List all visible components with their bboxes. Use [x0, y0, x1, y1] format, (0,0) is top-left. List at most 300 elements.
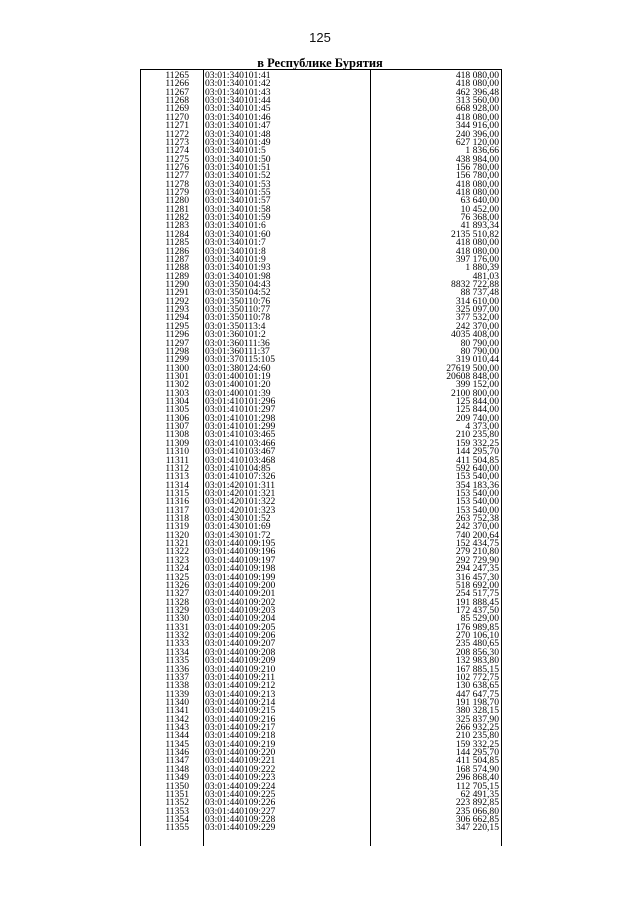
- cadastral-number: 03:01:410101:296: [205, 396, 276, 408]
- cadastral-value: 270 106,10: [455, 630, 499, 642]
- cadastral-value: 254 517,75: [455, 588, 499, 600]
- table-row: [140, 479, 502, 491]
- table-row: [140, 178, 502, 190]
- cadastral-value: 153 540,00: [455, 471, 499, 483]
- cadastral-number: 03:01:440109:215: [205, 705, 276, 717]
- row-number: 11301: [165, 370, 189, 382]
- cadastral-number: 03:01:440109:219: [205, 738, 276, 750]
- cadastral-number: 03:01:440109:208: [205, 646, 276, 658]
- table-row: [140, 320, 502, 332]
- row-number: 11268: [165, 95, 189, 107]
- table-row: [140, 406, 502, 414]
- table-row: [140, 596, 502, 608]
- row-number: 11324: [165, 563, 189, 575]
- cadastral-number: 03:01:440109:224: [205, 780, 276, 792]
- cadastral-number: 03:01:340101:53: [205, 178, 271, 190]
- row-number: 11323: [165, 554, 189, 566]
- cadastral-number: 03:01:340101:47: [205, 120, 271, 132]
- table-row: [140, 97, 502, 105]
- table-row: [140, 72, 502, 80]
- table-row: [140, 657, 502, 665]
- cadastral-number: 03:01:440109:205: [205, 621, 276, 633]
- row-number: 11339: [165, 688, 189, 700]
- cadastral-value: 344 916,00: [455, 120, 499, 132]
- cadastral-value: 296 868,40: [455, 772, 499, 784]
- cadastral-value: 411 504,85: [456, 454, 499, 466]
- row-number: 11299: [165, 354, 189, 366]
- cadastral-value: 80 790,00: [460, 337, 499, 349]
- table-row: [140, 245, 502, 257]
- row-number: 11321: [165, 538, 189, 550]
- table-row: [140, 523, 502, 531]
- row-number: 11318: [165, 513, 189, 525]
- row-number: 11276: [165, 161, 189, 173]
- cadastral-number: 03:01:370115:105: [205, 354, 275, 366]
- row-number: 11316: [165, 496, 189, 508]
- row-number: 11273: [165, 136, 189, 148]
- cadastral-number: 03:01:340101:9: [205, 253, 266, 265]
- row-number: 11287: [165, 253, 189, 265]
- cadastral-value: 20608 848,00: [446, 370, 499, 382]
- cadastral-number: 03:01:350104:52: [205, 287, 271, 299]
- cadastral-value: 80 790,00: [460, 345, 499, 357]
- row-number: 11345: [165, 738, 189, 750]
- cadastral-number: 03:01:440109:196: [205, 546, 276, 558]
- cadastral-value: 223 892,85: [455, 797, 499, 809]
- table-row: [140, 454, 502, 466]
- row-number: 11336: [165, 663, 189, 675]
- table-row: [140, 724, 502, 732]
- table-row: [140, 504, 502, 516]
- cadastral-number: 03:01:410103:468: [205, 454, 276, 466]
- registry-table: [140, 69, 502, 846]
- cadastral-number: 03:01:440109:201: [205, 588, 276, 600]
- table-row: [140, 253, 502, 265]
- table-row: [140, 548, 502, 556]
- cadastral-value: 209 740,00: [455, 412, 499, 424]
- row-number: 11311: [165, 454, 189, 466]
- cadastral-value: 397 176,00: [455, 253, 499, 265]
- cadastral-value: 314 610,00: [455, 295, 499, 307]
- cadastral-number: 03:01:440109:200: [205, 579, 276, 591]
- table-row: [140, 615, 502, 623]
- table-row: [140, 153, 502, 165]
- table-row: [140, 147, 502, 155]
- cadastral-number: 03:01:440109:227: [205, 805, 276, 817]
- cadastral-number: 03:01:440109:199: [205, 571, 276, 583]
- cadastral-value: 125 844,00: [455, 396, 499, 408]
- cadastral-number: 03:01:420101:323: [205, 504, 276, 516]
- row-number: 11322: [165, 546, 189, 558]
- row-number: 11265: [165, 70, 189, 81]
- table-row: [140, 663, 502, 675]
- row-number: 11271: [165, 120, 189, 132]
- table-row: [140, 579, 502, 591]
- cadastral-number: 03:01:340101:50: [205, 153, 271, 165]
- table-row: [140, 515, 502, 523]
- cadastral-value: 168 574,90: [455, 763, 499, 775]
- table-row: [140, 331, 502, 339]
- table-row: [140, 671, 502, 683]
- row-number: 11292: [165, 295, 189, 307]
- cadastral-value: 208 856,30: [455, 646, 499, 658]
- row-number: 11289: [165, 270, 189, 282]
- table-row: [140, 738, 502, 750]
- table-row: [140, 707, 502, 715]
- cadastral-number: 03:01:430101:72: [205, 529, 271, 541]
- row-number: 11307: [165, 421, 189, 433]
- table-row: [140, 713, 502, 725]
- table-row: [140, 197, 502, 205]
- cadastral-value: 144 295,70: [455, 747, 499, 759]
- cadastral-number: 03:01:430101:69: [205, 521, 271, 533]
- cadastral-value: 167 885,15: [455, 663, 499, 675]
- table-row: [140, 295, 502, 307]
- table-row: [140, 763, 502, 775]
- row-number: 11327: [165, 588, 189, 600]
- table-row: [140, 431, 502, 439]
- cadastral-number: 03:01:440109:228: [205, 813, 276, 825]
- cadastral-number: 03:01:350110:77: [205, 304, 271, 316]
- cadastral-value: 447 647,75: [455, 688, 499, 700]
- cadastral-value: 125 844,00: [455, 404, 499, 416]
- row-number: 11308: [165, 429, 189, 441]
- row-number: 11305: [165, 404, 189, 416]
- row-number: 11279: [165, 187, 189, 199]
- table-row: [140, 732, 502, 740]
- cadastral-value: 292 729,90: [455, 554, 499, 566]
- row-number: 11338: [165, 680, 189, 692]
- table-row: [140, 270, 502, 282]
- table-row: [140, 222, 502, 230]
- cadastral-value: 592 640,00: [455, 462, 499, 474]
- row-number: 11294: [165, 312, 189, 324]
- cadastral-number: 03:01:410101:298: [205, 412, 276, 424]
- cadastral-value: 1 880,39: [465, 262, 499, 274]
- table-row: [140, 448, 502, 456]
- cadastral-number: 03:01:440109:229: [205, 822, 276, 834]
- row-number: 11350: [165, 780, 189, 792]
- cadastral-value: 41 893,34: [460, 220, 499, 232]
- table-row: [140, 105, 502, 113]
- row-number: 11346: [165, 747, 189, 759]
- cadastral-value: 313 560,00: [455, 95, 499, 107]
- cadastral-value: 156 780,00: [455, 170, 499, 182]
- cadastral-value: 235 066,80: [455, 805, 499, 817]
- cadastral-value: 2135 510,82: [451, 228, 499, 240]
- cadastral-number: 03:01:440109:198: [205, 563, 276, 575]
- row-number: 11296: [165, 329, 189, 341]
- row-number: 11267: [165, 86, 189, 98]
- table-row: [140, 337, 502, 349]
- table-row: [140, 646, 502, 658]
- table-row: [140, 640, 502, 648]
- row-number: 11304: [165, 396, 189, 408]
- table-row: [140, 128, 502, 140]
- row-number: 11315: [165, 487, 189, 499]
- cadastral-number: 03:01:440109:223: [205, 772, 276, 784]
- row-number: 11335: [165, 655, 189, 667]
- cadastral-number: 03:01:440109:221: [205, 755, 276, 767]
- cadastral-number: 03:01:340101:43: [205, 86, 271, 98]
- table-row: [140, 607, 502, 615]
- cadastral-value: 4 373,00: [465, 421, 499, 433]
- cadastral-number: 03:01:440109:225: [205, 788, 276, 800]
- table-row: [140, 189, 502, 197]
- table-row: [140, 774, 502, 782]
- cadastral-number: 03:01:440109:204: [205, 613, 276, 625]
- row-number: 11314: [165, 479, 189, 491]
- cadastral-number: 03:01:340101:98: [205, 270, 271, 282]
- cadastral-value: 294 247,35: [455, 563, 499, 575]
- cadastral-number: 03:01:440109:213: [205, 688, 276, 700]
- row-number: 11295: [165, 320, 189, 332]
- cadastral-number: 03:01:410107:326: [205, 471, 276, 483]
- cadastral-value: 88 737,48: [460, 287, 499, 299]
- cadastral-value: 518 692,00: [455, 579, 499, 591]
- cadastral-number: 03:01:340101:8: [205, 245, 266, 257]
- cadastral-value: 266 932,25: [455, 722, 499, 734]
- cadastral-number: 03:01:430101:52: [205, 513, 271, 525]
- row-number: 11283: [165, 220, 189, 232]
- page-number: 125: [309, 30, 331, 45]
- cadastral-value: 112 705,15: [456, 780, 499, 792]
- cadastral-value: 438 984,00: [455, 153, 499, 165]
- table-row: [140, 122, 502, 130]
- cadastral-value: 418 080,00: [455, 78, 499, 90]
- cadastral-number: 03:01:440109:197: [205, 554, 276, 566]
- cadastral-number: 03:01:340101:93: [205, 262, 271, 274]
- row-number: 11326: [165, 579, 189, 591]
- row-number: 11353: [165, 805, 189, 817]
- table-row: [140, 161, 502, 173]
- table-row: [140, 688, 502, 700]
- row-number: 11334: [165, 646, 189, 658]
- cadastral-value: 740 200,64: [455, 529, 499, 541]
- cadastral-number: 03:01:340101:60: [205, 228, 271, 240]
- cadastral-value: 462 396,48: [455, 86, 499, 98]
- cadastral-number: 03:01:340101:46: [205, 111, 271, 123]
- cadastral-value: 418 080,00: [455, 245, 499, 257]
- cadastral-number: 03:01:440109:209: [205, 655, 276, 667]
- row-number: 11290: [165, 278, 189, 290]
- table-row: [140, 529, 502, 541]
- row-number: 11281: [165, 203, 189, 215]
- table-row: [140, 487, 502, 499]
- cadastral-number: 03:01:360111:37: [205, 345, 270, 357]
- cadastral-number: 03:01:360111:36: [205, 337, 270, 349]
- cadastral-value: 316 457,30: [455, 571, 499, 583]
- table-row: [140, 554, 502, 566]
- table-row: [140, 306, 502, 314]
- cadastral-number: 03:01:340101:52: [205, 170, 271, 182]
- cadastral-number: 03:01:340101:51: [205, 161, 271, 173]
- table-row: [140, 172, 502, 180]
- table-row: [140, 412, 502, 424]
- cadastral-number: 03:01:380124:60: [205, 362, 271, 374]
- table-row: [140, 264, 502, 272]
- cadastral-number: 03:01:340101:48: [205, 128, 271, 140]
- cadastral-number: 03:01:360101:2: [205, 329, 266, 341]
- table-row: [140, 214, 502, 222]
- row-number: 11349: [165, 772, 189, 784]
- table-row: [140, 80, 502, 88]
- cadastral-number: 03:01:410101:297: [205, 404, 276, 416]
- cadastral-value: 176 989,85: [455, 621, 499, 633]
- row-number: 11319: [165, 521, 189, 533]
- row-number: 11333: [165, 638, 189, 650]
- row-number: 11312: [165, 462, 189, 474]
- table-row: [140, 788, 502, 800]
- cadastral-value: 418 080,00: [455, 187, 499, 199]
- cadastral-value: 172 437,50: [455, 605, 499, 616]
- row-number: 11293: [165, 304, 189, 316]
- cadastral-number: 03:01:440109:217: [205, 722, 276, 734]
- cadastral-value: 132 983,80: [455, 655, 499, 667]
- row-number: 11278: [165, 178, 189, 190]
- table-row: [140, 799, 502, 807]
- cadastral-number: 03:01:410103:465: [205, 429, 276, 441]
- cadastral-number: 03:01:340101:42: [205, 78, 271, 90]
- cadastral-number: 03:01:440109:226: [205, 797, 276, 809]
- cadastral-number: 03:01:420101:322: [205, 496, 276, 508]
- table-row: [140, 314, 502, 322]
- cadastral-number: 03:01:340101:59: [205, 212, 271, 224]
- row-number: 11309: [165, 437, 189, 449]
- row-number: 11302: [165, 379, 189, 391]
- row-number: 11277: [165, 170, 189, 182]
- cadastral-value: 347 220,15: [455, 822, 499, 834]
- cadastral-value: 191 198,70: [455, 696, 499, 708]
- cadastral-value: 325 837,90: [455, 713, 499, 725]
- cadastral-value: 153 540,00: [455, 487, 499, 499]
- row-number: 11269: [165, 103, 189, 115]
- cadastral-number: 03:01:440109:207: [205, 638, 276, 650]
- row-number: 11348: [165, 763, 189, 775]
- cadastral-number: 03:01:340101:57: [205, 195, 271, 207]
- row-number: 11347: [165, 755, 189, 767]
- row-number: 11337: [165, 671, 189, 683]
- row-number: 11332: [165, 630, 189, 642]
- table-body: [140, 72, 502, 833]
- row-number: 11351: [165, 788, 189, 800]
- row-number: 11331: [165, 621, 189, 633]
- cadastral-value: 380 328,15: [455, 705, 499, 717]
- table-row: [140, 780, 502, 792]
- row-number: 11317: [165, 504, 189, 516]
- row-number: 11325: [165, 571, 189, 583]
- cadastral-number: 03:01:340101:7: [205, 237, 266, 249]
- table-row: [140, 571, 502, 583]
- cadastral-value: 668 928,00: [455, 103, 499, 115]
- cadastral-number: 03:01:440109:218: [205, 730, 276, 742]
- row-number: 11286: [165, 245, 189, 257]
- row-number: 11313: [165, 471, 189, 483]
- table-row: [140, 632, 502, 640]
- cadastral-number: 03:01:440109:211: [205, 671, 275, 683]
- table-row: [140, 498, 502, 506]
- row-number: 11272: [165, 128, 189, 140]
- table-row: [140, 540, 502, 548]
- cadastral-number: 03:01:440109:203: [205, 605, 276, 616]
- row-number: 11291: [165, 287, 189, 299]
- cadastral-number: 03:01:340101:49: [205, 136, 271, 148]
- row-number: 11341: [165, 705, 189, 717]
- cadastral-value: 8832 722,88: [451, 278, 499, 290]
- cadastral-number: 03:01:440109:214: [205, 696, 276, 708]
- cadastral-value: 153 540,00: [455, 504, 499, 516]
- cadastral-number: 03:01:440109:195: [205, 538, 276, 550]
- cadastral-number: 03:01:410103:467: [205, 446, 276, 458]
- table-row: [140, 824, 502, 832]
- cadastral-value: 354 183,36: [455, 479, 499, 491]
- cadastral-value: 10 452,00: [460, 203, 499, 215]
- row-number: 11340: [165, 696, 189, 708]
- cadastral-number: 03:01:440109:216: [205, 713, 276, 725]
- table-row: [140, 239, 502, 247]
- cadastral-number: 03:01:340101:45: [205, 103, 271, 115]
- cadastral-value: 210 235,80: [455, 429, 499, 441]
- row-number: 11266: [165, 78, 189, 90]
- cadastral-value: 63 640,00: [460, 195, 499, 207]
- cadastral-value: 144 295,70: [455, 446, 499, 458]
- table-row: [140, 682, 502, 690]
- cadastral-value: 418 080,00: [455, 111, 499, 123]
- cadastral-number: 03:01:350110:76: [205, 295, 271, 307]
- cadastral-number: 03:01:440109:222: [205, 763, 276, 775]
- cadastral-value: 235 480,65: [455, 638, 499, 650]
- row-number: 11288: [165, 262, 189, 274]
- cadastral-value: 102 772,75: [455, 671, 499, 683]
- table-row: [140, 423, 502, 431]
- table-row: [140, 345, 502, 357]
- cadastral-number: 03:01:350104:43: [205, 278, 271, 290]
- cadastral-value: 210 235,80: [455, 730, 499, 742]
- cadastral-number: 03:01:440109:210: [205, 663, 276, 675]
- row-number: 11328: [165, 596, 189, 608]
- cadastral-number: 03:01:410101:299: [205, 421, 276, 433]
- table-row: [140, 278, 502, 290]
- cadastral-value: 153 540,00: [455, 496, 499, 508]
- row-number: 11354: [165, 813, 189, 825]
- row-number: 11284: [165, 228, 189, 240]
- cadastral-number: 03:01:410104:85: [205, 462, 271, 474]
- cadastral-value: 399 152,00: [455, 379, 499, 391]
- table-row: [140, 473, 502, 481]
- cadastral-value: 481,03: [472, 270, 499, 282]
- cadastral-number: 03:01:340101:55: [205, 187, 271, 199]
- cadastral-value: 411 504,85: [456, 755, 499, 767]
- row-number: 11306: [165, 412, 189, 424]
- row-number: 11343: [165, 722, 189, 734]
- cadastral-value: 152 434,75: [455, 538, 499, 550]
- table-row: [140, 381, 502, 389]
- row-number: 11274: [165, 145, 189, 157]
- cadastral-number: 03:01:340101:6: [205, 220, 266, 232]
- cadastral-value: 2100 800,00: [451, 387, 499, 399]
- table-row: [140, 203, 502, 215]
- cadastral-number: 03:01:340101:5: [205, 145, 266, 157]
- cadastral-value: 191 888,45: [455, 596, 499, 608]
- cadastral-number: 03:01:340101:58: [205, 203, 271, 215]
- cadastral-value: 263 752,38: [455, 513, 499, 525]
- cadastral-number: 03:01:350110:78: [205, 312, 271, 324]
- row-number: 11352: [165, 797, 189, 809]
- cadastral-value: 418 080,00: [455, 178, 499, 190]
- table-row: [140, 289, 502, 297]
- cadastral-number: 03:01:440109:202: [205, 596, 276, 608]
- cadastral-number: 03:01:420101:321: [205, 487, 276, 499]
